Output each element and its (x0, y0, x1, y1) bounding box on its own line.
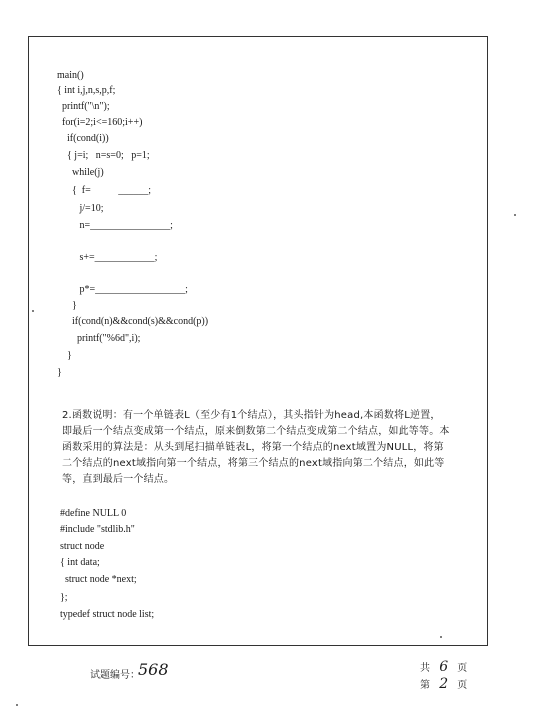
code-line: #include "stdlib.h" (60, 524, 135, 535)
current-page (420, 676, 467, 692)
total-suffix: 页 (457, 663, 468, 674)
code-line: while(j) (57, 167, 104, 178)
current-prefix: 第 (420, 680, 430, 691)
code-line: } (57, 367, 62, 378)
code-line: s+=____________; (57, 252, 158, 263)
code-line: j/=10; (57, 203, 104, 214)
code-line: }; (60, 592, 68, 603)
code-line: if(cond(n)&&cond(s)&&cond(p)) (57, 316, 209, 327)
current-suffix: 页 (457, 680, 468, 691)
current-page-value: 2 (439, 676, 449, 692)
total-pages-value: 6 (439, 659, 449, 675)
total-prefix: 共 (420, 663, 430, 674)
question-2-text: 2.函数说明：有一个单链表L（至少有1个结点），其头指针为head,本函数将L逆置，即最后一个结点变成第一个结点，原来倒数第二个结点变成第二个结点，如此等等。本函数采用的算法是：从头到尾扫描单链表L，将第一个结点的next域置为NULL，将第二个结点的next域指向第一个结点，将第三个结点的next域指向第二个结点，如此等等，直到最后一个结点。 (62, 410, 450, 485)
scan-speck (514, 214, 516, 216)
exam-code-label: 试题编号： (90, 670, 140, 681)
scan-speck (16, 704, 18, 706)
code-line: #define NULL 0 (60, 508, 127, 519)
code-line: } (57, 300, 77, 311)
code-line: if(cond(i)) (57, 133, 109, 144)
code-line: { int data; (60, 557, 100, 568)
code-line: struct node (60, 541, 105, 552)
code-line: main() (57, 70, 84, 81)
code-line: printf("%6d",i); (57, 333, 141, 344)
code-line: for(i=2;i<=160;i++) (57, 117, 143, 128)
exam-code-value: 568 (138, 660, 169, 679)
code-line: { f= ______; (57, 185, 152, 196)
code-line: p*=__________________; (57, 284, 188, 295)
scan-speck (32, 310, 34, 312)
code-line: typedef struct node list; (60, 609, 155, 620)
code-line: { j=i; n=s=0; p=1; (57, 150, 150, 161)
scan-speck (440, 636, 442, 638)
code-line: { int i,j,n,s,p,f; (57, 85, 116, 96)
code-line: n=________________; (57, 220, 173, 231)
code-line: struct node *next; (60, 574, 137, 585)
code-line: } (57, 350, 72, 361)
total-pages (420, 659, 467, 675)
code-line: printf("\n"); (57, 101, 110, 112)
